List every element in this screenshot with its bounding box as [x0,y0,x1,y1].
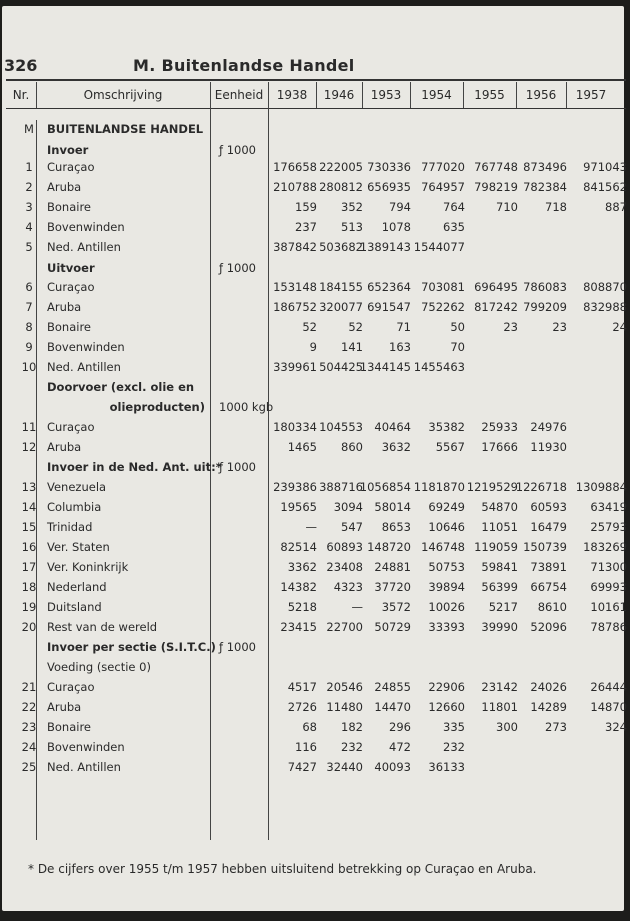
value-cell: 3362 [287,560,317,574]
value-cell: 280812 [319,180,363,194]
value-cell: 296 [389,720,411,734]
table-row [0,538,630,558]
value-cell: 60893 [326,540,363,554]
value-cell: 23 [552,320,567,334]
value-cell: 66754 [530,580,567,594]
column-divider [316,82,317,108]
row-description: Bovenwinden [47,220,125,234]
value-cell: 104553 [319,420,363,434]
value-cell: 782384 [523,180,567,194]
value-cell: 971043 [583,160,627,174]
row-description: Ned. Antillen [47,360,121,374]
value-cell: — [305,520,317,534]
value-cell: 24881 [374,560,411,574]
row-description: Duitsland [47,600,102,614]
value-cell: 22906 [428,680,465,694]
row-number: 3 [25,200,33,214]
value-cell: 1455463 [413,360,465,374]
value-cell: 11801 [481,700,518,714]
row-description: Invoer in de Ned. Ant. uit:* [47,460,222,474]
column-divider [566,82,567,108]
value-cell: 239386 [273,480,317,494]
value-cell: 3094 [333,500,363,514]
row-description: Rest van de wereld [47,620,158,634]
table-row [0,338,630,358]
row-number: 19 [21,600,37,614]
row-number: 23 [21,720,37,734]
table-row [0,558,630,578]
value-cell: 1389143 [359,240,411,254]
row-description: Aruba [47,440,82,454]
row-description: Trinidad [47,520,93,534]
value-cell: 73891 [530,560,567,574]
value-cell: 40093 [374,760,411,774]
value-cell: 69249 [428,500,465,514]
value-cell: 1309884 [575,480,627,494]
table-row [0,378,630,398]
value-cell: 799209 [523,300,567,314]
col-header-year: 1953 [370,88,402,102]
value-cell: 764 [443,200,465,214]
value-cell: 324 [605,720,627,734]
section-title: M. Buitenlandse Handel [133,56,355,75]
value-cell: 232 [443,740,465,754]
value-cell: 339961 [273,360,317,374]
value-cell: 70 [450,340,465,354]
value-cell: 78786 [590,620,627,634]
row-description: Aruba [47,300,82,314]
value-cell: 352 [341,200,363,214]
row-number: 11 [21,420,37,434]
table-row [0,158,630,178]
value-cell: 52096 [530,620,567,634]
value-cell: 817242 [474,300,518,314]
row-number: 4 [25,220,33,234]
row-number: 20 [21,620,37,634]
value-cell: 24026 [530,680,567,694]
value-cell: 35382 [428,420,465,434]
value-cell: 23 [503,320,518,334]
value-cell: 50753 [428,560,465,574]
row-description: Columbia [47,500,102,514]
value-cell: 153148 [273,280,317,294]
row-number: 15 [21,520,37,534]
value-cell: 11930 [530,440,567,454]
value-cell: 183269 [583,540,627,554]
row-number: 18 [21,580,37,594]
value-cell: 119059 [474,540,518,554]
row-number: 22 [21,700,37,714]
row-description: BUITENLANDSE HANDEL [47,122,204,136]
value-cell: 26444 [590,680,627,694]
column-divider [516,82,517,108]
col-header-year: 1957 [575,88,607,102]
col-header-nr: Nr. [12,88,30,102]
table-row [0,598,630,618]
value-cell: 786083 [523,280,567,294]
row-number: 8 [25,320,33,334]
value-cell: 12660 [428,700,465,714]
value-cell: 718 [545,200,567,214]
table-row [0,278,630,298]
value-cell: 176658 [273,160,317,174]
value-cell: 20546 [326,680,363,694]
value-cell: 36133 [428,760,465,774]
value-cell: 273 [545,720,567,734]
row-description: Ver. Koninkrijk [47,560,129,574]
value-cell: 150739 [523,540,567,554]
table-row [0,458,630,478]
value-cell: 547 [341,520,363,534]
value-cell: 69993 [590,580,627,594]
table-row [0,518,630,538]
table-row [0,478,630,498]
row-description: Invoer [47,143,89,157]
row-number: 12 [21,440,37,454]
value-cell: 10161 [590,600,627,614]
table-row [0,178,630,198]
row-number: 6 [25,280,33,294]
value-cell: 388716 [319,480,363,494]
value-cell: 1056854 [359,480,411,494]
row-description: Ned. Antillen [47,760,121,774]
value-cell: 71 [396,320,411,334]
value-cell: 56399 [481,580,518,594]
value-cell: 14470 [374,700,411,714]
value-cell: 5567 [435,440,465,454]
row-number: 1 [25,160,33,174]
row-number: 17 [21,560,37,574]
row-description: Venezuela [47,480,107,494]
row-description: Ver. Staten [47,540,110,554]
value-cell: 1078 [381,220,411,234]
value-cell: 23408 [326,560,363,574]
value-cell: 232 [341,740,363,754]
value-cell: 32440 [326,760,363,774]
value-cell: 116 [295,740,317,754]
value-cell: 184155 [319,280,363,294]
table-row [0,618,630,638]
value-cell: 1344145 [359,360,411,374]
column-divider [410,82,411,108]
value-cell: 39894 [428,580,465,594]
value-cell: 652364 [367,280,411,294]
value-cell: 10026 [428,600,465,614]
row-description: Bovenwinden [47,740,125,754]
row-description: Curaçao [47,680,95,694]
row-unit: 1000 kgb [219,400,274,414]
table-row [0,318,630,338]
value-cell: 24 [612,320,627,334]
row-description: Curaçao [47,160,95,174]
value-cell: 50 [450,320,465,334]
value-cell: 696495 [474,280,518,294]
row-unit: ƒ 1000 [219,143,256,157]
value-cell: 691547 [367,300,411,314]
row-description: Uitvoer [47,261,95,275]
value-cell: 887 [605,200,627,214]
value-cell: 25793 [590,520,627,534]
table-row [0,438,630,458]
table-row [0,698,630,718]
row-number: 25 [21,760,37,774]
value-cell: 63419 [590,500,627,514]
value-cell: 22700 [326,620,363,634]
value-cell: 300 [496,720,518,734]
value-cell: 210788 [273,180,317,194]
row-description: Voeding (sectie 0) [47,660,151,674]
table-row [0,259,630,279]
value-cell: 71300 [590,560,627,574]
col-header-year: 1956 [525,88,557,102]
table-row [0,738,630,758]
value-cell: 52 [348,320,363,334]
row-unit: ƒ 1000 [219,261,256,275]
value-cell: 82514 [280,540,317,554]
value-cell: 703081 [421,280,465,294]
value-cell: 7427 [287,760,317,774]
value-cell: 1181870 [413,480,465,494]
value-cell: 59841 [481,560,518,574]
table-row [0,418,630,438]
table-row [0,218,630,238]
row-unit: ƒ 1000 [219,640,256,654]
value-cell: 186752 [273,300,317,314]
value-cell: 2726 [287,700,317,714]
value-cell: 767748 [474,160,518,174]
value-cell: 4323 [333,580,363,594]
row-number: 9 [25,340,33,354]
value-cell: 182 [341,720,363,734]
value-cell: 180334 [273,420,317,434]
column-divider [362,82,363,108]
value-cell: 37720 [374,580,411,594]
row-description: Bonaire [47,200,92,214]
value-cell: 33393 [428,620,465,634]
value-cell: 841562 [583,180,627,194]
value-cell: 19565 [280,500,317,514]
value-cell: 146748 [421,540,465,554]
value-cell: 11051 [481,520,518,534]
row-description: Ned. Antillen [47,240,121,254]
value-cell: 798219 [474,180,518,194]
row-number: 10 [21,360,37,374]
value-cell: 11480 [326,700,363,714]
value-cell: 58014 [374,500,411,514]
value-cell: 504425 [319,360,363,374]
row-description: Curaçao [47,280,95,294]
table-row [0,658,630,678]
value-cell: 777020 [421,160,465,174]
row-number: 21 [21,680,37,694]
value-cell: 14870 [590,700,627,714]
row-description: Doorvoer (excl. olie en [47,380,195,394]
value-cell: 52 [302,320,317,334]
value-cell: 25933 [481,420,518,434]
value-cell: 39990 [481,620,518,634]
col-header-description: Omschrijving [83,88,163,102]
value-cell: 23142 [481,680,518,694]
value-cell: 17666 [481,440,518,454]
value-cell: 656935 [367,180,411,194]
value-cell: 8653 [381,520,411,534]
value-cell: 163 [389,340,411,354]
table-row [0,638,630,658]
table-row [0,198,630,218]
row-number: 13 [21,480,37,494]
header-rule-bottom [6,108,626,109]
col-header-year: 1954 [421,88,452,102]
value-cell: 222005 [319,160,363,174]
table-row [0,298,630,318]
value-cell: 635 [443,220,465,234]
row-number: 14 [21,500,37,514]
value-cell: 873496 [523,160,567,174]
value-cell: — [351,600,363,614]
row-description: Curaçao [47,420,95,434]
value-cell: 159 [295,200,317,214]
row-description: Nederland [47,580,107,594]
value-cell: 3572 [381,600,411,614]
value-cell: 513 [341,220,363,234]
row-number: 5 [25,240,33,254]
value-cell: 503682 [319,240,363,254]
value-cell: 860 [341,440,363,454]
value-cell: 4517 [287,680,317,694]
row-description: Bonaire [47,720,92,734]
column-divider [463,82,464,108]
col-header-year: 1955 [474,88,505,102]
value-cell: 141 [341,340,363,354]
value-cell: 5218 [287,600,317,614]
value-cell: 320077 [319,300,363,314]
value-cell: 1226718 [515,480,567,494]
value-cell: 1219529 [466,480,518,494]
value-cell: 3632 [381,440,411,454]
row-description: Aruba [47,180,82,194]
value-cell: 60593 [530,500,567,514]
value-cell: 1465 [287,440,317,454]
value-cell: 764957 [421,180,465,194]
table-row [0,238,630,258]
page-number: 326 [4,56,38,75]
value-cell: 1544077 [413,240,465,254]
value-cell: 16479 [530,520,567,534]
value-cell: 10646 [428,520,465,534]
row-description: Bovenwinden [47,340,125,354]
value-cell: 9 [309,340,317,354]
row-number: 2 [25,180,33,194]
value-cell: 148720 [367,540,411,554]
value-cell: 710 [496,200,518,214]
row-number: 16 [21,540,37,554]
value-cell: 237 [295,220,317,234]
value-cell: 794 [389,200,411,214]
row-unit: ƒ 1000 [219,460,256,474]
col-header-year: 1946 [323,88,355,102]
value-cell: 14289 [530,700,567,714]
value-cell: 68 [302,720,317,734]
header-rule-top [6,79,626,81]
value-cell: 472 [389,740,411,754]
table-row [0,758,630,778]
row-description: Invoer per sectie (S.I.T.C.) [47,640,216,654]
table-row [0,718,630,738]
table-row [0,358,630,378]
value-cell: 335 [443,720,465,734]
value-cell: 54870 [481,500,518,514]
value-cell: 387842 [273,240,317,254]
value-cell: 808870 [583,280,627,294]
value-cell: 832988 [583,300,627,314]
row-description: Bonaire [47,320,92,334]
column-divider [36,82,37,108]
table-row [0,578,630,598]
value-cell: 40464 [374,420,411,434]
value-cell: 8610 [537,600,567,614]
row-number: 7 [25,300,33,314]
value-cell: 14382 [280,580,317,594]
table-row [0,498,630,518]
value-cell: 50729 [374,620,411,634]
table-row [0,678,630,698]
footnote: * De cijfers over 1955 t/m 1957 hebben uitsluitend betrekking op Curaçao en Aruba. [28,862,537,876]
table-row [0,120,630,140]
value-cell: 24976 [530,420,567,434]
value-cell: 752262 [421,300,465,314]
value-cell: 730336 [367,160,411,174]
row-description: Aruba [47,700,82,714]
value-cell: 23415 [280,620,317,634]
col-header-year: 1938 [276,88,308,102]
table-row [0,398,630,418]
value-cell: 5217 [488,600,518,614]
row-number: M [24,122,34,136]
row-number: 24 [21,740,37,754]
value-cell: 24855 [374,680,411,694]
col-header-unit: Eenheid [214,88,264,102]
row-description: olieproducten) [109,400,205,414]
